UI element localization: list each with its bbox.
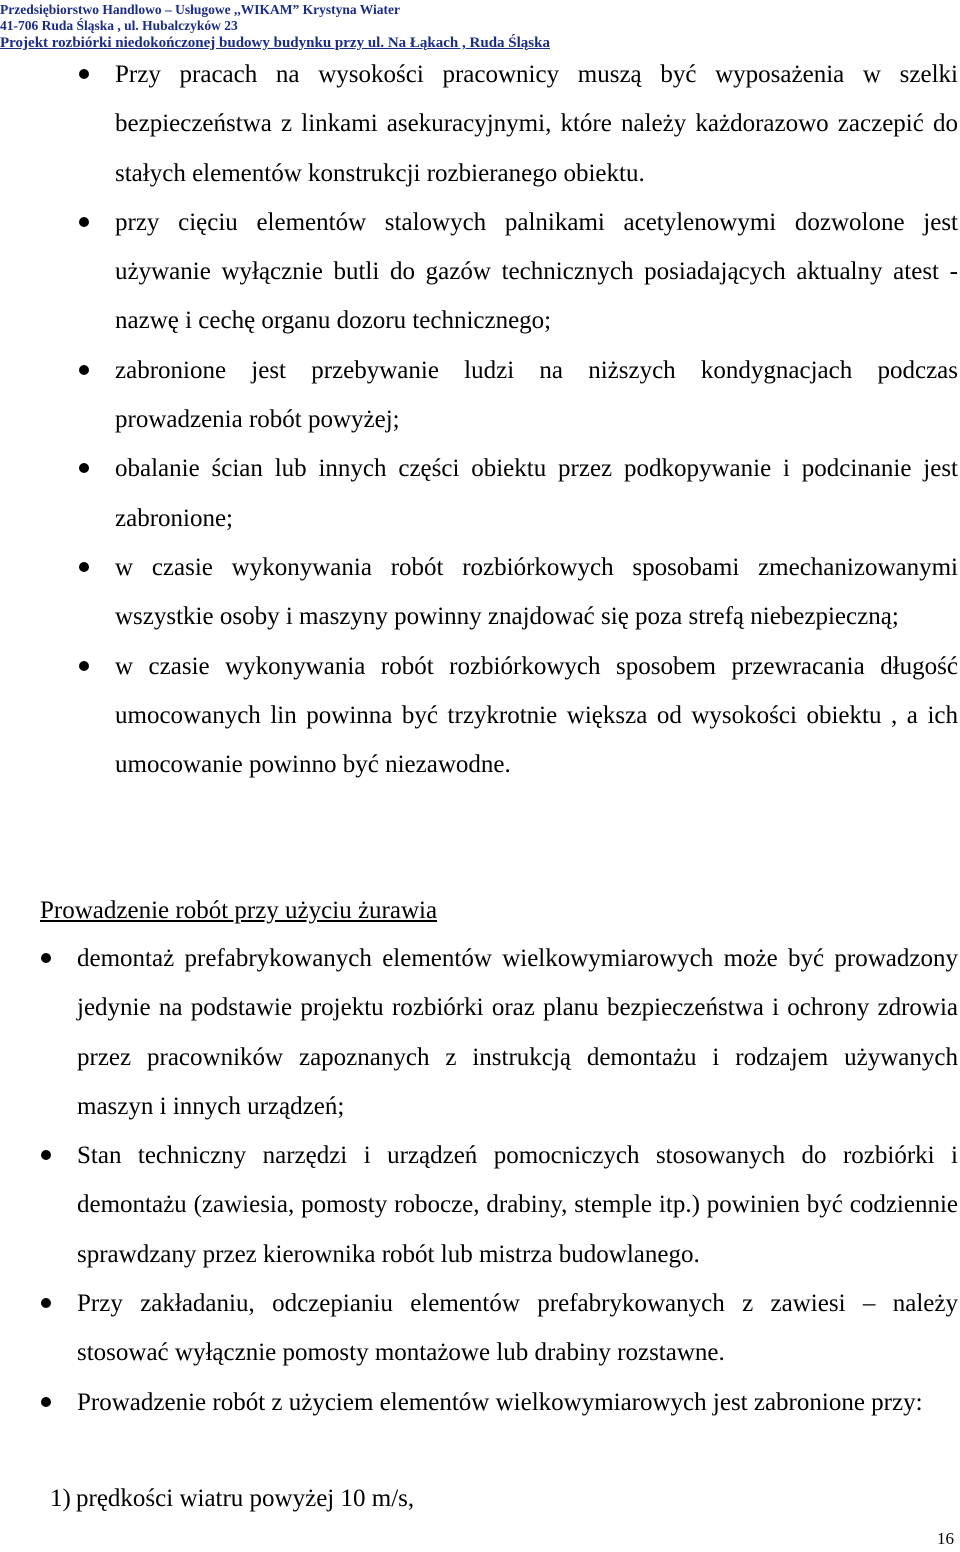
bullet-icon [79, 661, 89, 671]
list-item [115, 346, 958, 445]
company-name: Przedsiębiorstwo Handlowo – Usługowe ,,WIKAM” Krystyna Wiater [0, 2, 400, 17]
page-number: 16 [937, 1529, 954, 1548]
list-item-text: w czasie wykonywania robót rozbiórkowych sposobem przewracania długość umocowanych lin powinna być trzykrotnie większa od wysokości obiektu , a ich umocowanie powinno być niezawodne. [115, 652, 958, 779]
list-item [115, 444, 958, 543]
section-heading: Prowadzenie robót przy użyciu żurawia [40, 897, 438, 924]
list-item-text: przy cięciu elementów stalowych palnikami acetylenowymi dozwolone jest używanie wyłącznie butli do gazów technicznych posiadających aktualny atest - nazwę i cechę organu dozoru technicznego; [115, 208, 958, 335]
bullet-icon [41, 953, 51, 963]
list-item [115, 543, 958, 642]
safety-rules-list [115, 50, 958, 789]
list-item-text: demontaż prefabrykowanych elementów wielkowymiarowych może być prowadzony jedynie na podstawie projektu rozbiórki oraz planu bezpieczeństwa i ochrony zdrowia przez pracowników zapoznanych z instrukcją demontażu i rodzajem używanych maszyn i innych urządzeń; [77, 945, 958, 1120]
list-item-text: Przy pracach na wysokości pracownicy muszą być wyposażenia w szelki bezpieczeństwa z linkami asekuracyjnymi, które należy każdorazowo zaczepić do stałych elementów konstrukcji rozbieranego obiektu. [115, 61, 958, 187]
list-item [77, 1131, 958, 1279]
bullet-icon [79, 69, 89, 79]
list-item [77, 1279, 958, 1378]
bullet-icon [41, 1150, 51, 1160]
bullet-icon [79, 463, 89, 473]
bullet-icon [79, 562, 89, 572]
company-address: 41-706 Ruda Śląska , ul. Hubalczyków 23 [0, 18, 238, 33]
list-item-text: Prowadzenie robót z użyciem elementów wielkowymiarowych jest zabronione przy: [77, 1388, 923, 1416]
crane-rules-list [77, 934, 958, 1427]
project-title: Projekt rozbiórki niedokończonej budowy budynku przy ul. Na Łąkach , Ruda Śląska [0, 35, 550, 51]
item-text: prędkości wiatru powyżej 10 m/s, [76, 1485, 415, 1512]
bullet-icon [41, 1397, 51, 1407]
list-item-text: Przy zakładaniu, odczepianiu elementów prefabrykowanych z zawiesi – należy stosować wyłącznie pomosty montażowe lub drabiny rozstawne. [77, 1290, 958, 1367]
list-item [115, 198, 958, 346]
list-item-text: w czasie wykonywania robót rozbiórkowych sposobami zmechanizowanymi wszystkie osoby i maszyny powinny znajdować się poza strefą niebezpieczną; [115, 553, 958, 631]
list-item-text: zabronione jest przebywanie ludzi na niższych kondygnacjach podczas prowadzenia robót powyżej; [115, 356, 958, 434]
numbered-item [50, 1481, 414, 1517]
list-item-text: obalanie ścian lub innych części obiektu przez podkopywanie i podcinanie jest zabronione; [115, 455, 958, 532]
list-item [77, 1378, 958, 1427]
bullet-icon [79, 217, 89, 227]
list-item [115, 642, 958, 790]
bullet-icon [41, 1298, 51, 1308]
bullet-icon [79, 365, 89, 375]
list-item-text: Stan techniczny narzędzi i urządzeń pomocniczych stosowanych do rozbiórki i demontażu (zawiesia, pomosty robocze, drabiny, stemple itp.) powinien być codziennie sprawdzany przez kierownika robót lub mistrza budowlanego. [77, 1142, 958, 1268]
list-item [77, 934, 958, 1131]
list-item [115, 50, 958, 198]
document-header [0, 2, 550, 52]
item-number: 1) [50, 1485, 71, 1512]
